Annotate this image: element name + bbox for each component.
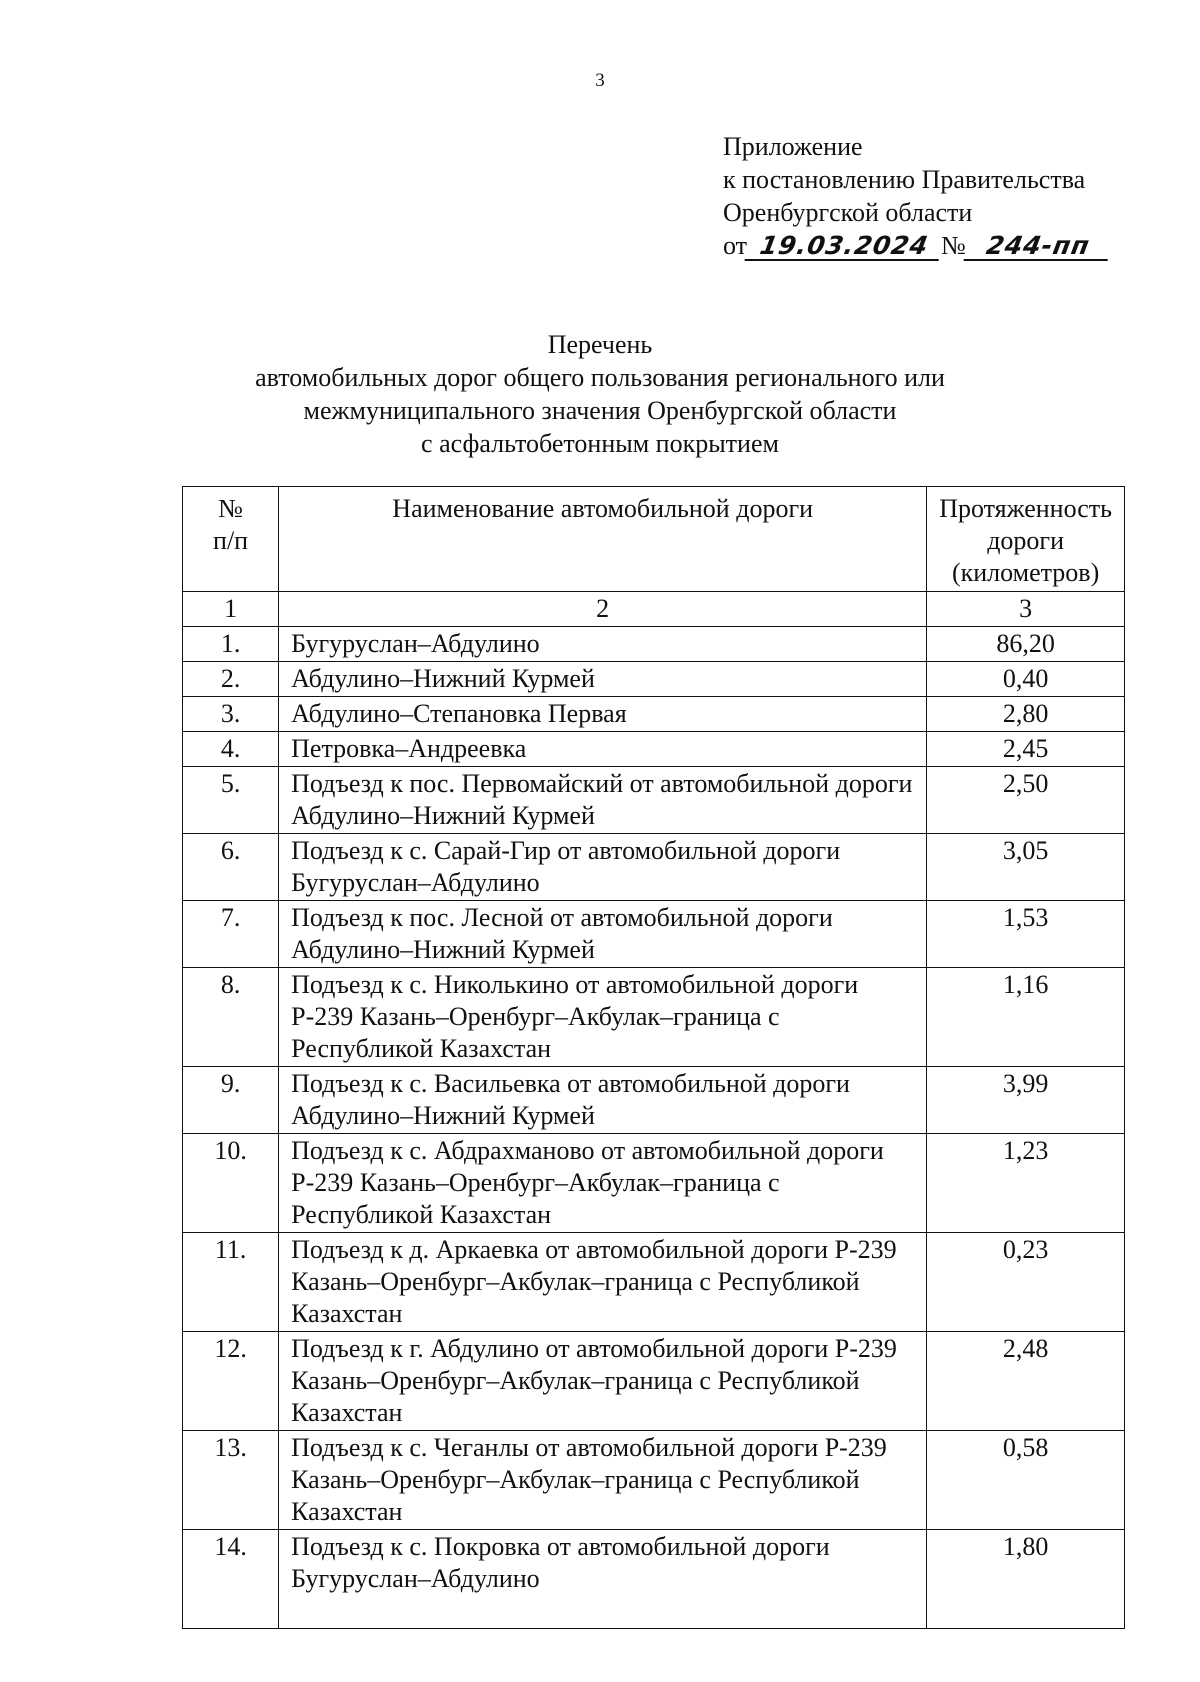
table-row — [183, 968, 1125, 1067]
table-row — [183, 1431, 1125, 1530]
road-name: Абдулино–Нижний Курмей — [279, 662, 927, 697]
row-number: 14. — [183, 1530, 279, 1629]
handwritten-number: 244-пп — [963, 233, 1112, 261]
column-number-row — [183, 592, 1125, 627]
appendix-line-3: Оренбургской области — [723, 198, 973, 227]
table-row — [183, 1233, 1125, 1332]
road-name: Подъезд к д. Аркаевка от автомобильной дороги Р-239 Казань–Оренбург–Акбулак–граница с Республикой Казахстан — [279, 1233, 927, 1332]
table-row — [183, 767, 1125, 834]
road-length: 3,99 — [927, 1067, 1125, 1134]
road-length: 86,20 — [927, 627, 1125, 662]
title-line-4: с асфальтобетонным покрытием — [421, 429, 779, 458]
road-length: 0,58 — [927, 1431, 1125, 1530]
road-length: 1,16 — [927, 968, 1125, 1067]
road-length: 0,40 — [927, 662, 1125, 697]
row-number: 6. — [183, 834, 279, 901]
header-length: Протяженность дороги (километров) — [927, 487, 1125, 592]
row-number: 8. — [183, 968, 279, 1067]
date-prefix: от — [723, 231, 748, 260]
appendix-date-line — [723, 229, 1110, 262]
handwritten-date: 19.03.2024 — [745, 233, 944, 261]
header-number: № п/п — [183, 487, 279, 592]
road-name: Подъезд к с. Васильевка от автомобильной дороги Абдулино–Нижний Курмей — [279, 1067, 927, 1134]
roads-table — [182, 486, 1125, 1629]
road-name: Подъезд к с. Сарай-Гир от автомобильной дороги Бугуруслан–Абдулино — [279, 834, 927, 901]
title-line-1: Перечень — [547, 330, 653, 359]
road-name: Абдулино–Степановка Первая — [279, 697, 927, 732]
table-row — [183, 732, 1125, 767]
road-name: Подъезд к с. Покровка от автомобильной дороги Бугуруслан–Абдулино — [279, 1530, 927, 1629]
row-number: 2. — [183, 662, 279, 697]
table-body — [183, 627, 1125, 1629]
table-row — [183, 901, 1125, 968]
appendix-line-2: к постановлению Правительства — [723, 165, 1086, 194]
title-line-3: межмуниципального значения Оренбургской области — [303, 396, 897, 425]
road-length: 1,23 — [927, 1134, 1125, 1233]
road-name: Подъезд к с. Абдрахманово от автомобильной дороги Р-239 Казань–Оренбург–Акбулак–граница с Республикой Казахстан — [279, 1134, 927, 1233]
road-name: Подъезд к с. Чеганлы от автомобильной дороги Р-239 Казань–Оренбург–Акбулак–граница с Республикой Казахстан — [279, 1431, 927, 1530]
road-length: 0,23 — [927, 1233, 1125, 1332]
column-number: 2 — [279, 592, 927, 627]
row-number: 10. — [183, 1134, 279, 1233]
row-number: 5. — [183, 767, 279, 834]
column-number: 3 — [927, 592, 1125, 627]
table-row — [183, 1332, 1125, 1431]
road-length: 2,48 — [927, 1332, 1125, 1431]
road-length: 2,80 — [927, 697, 1125, 732]
table-header-row — [183, 487, 1125, 592]
road-name: Бугуруслан–Абдулино — [279, 627, 927, 662]
row-number: 7. — [183, 901, 279, 968]
table-row — [183, 834, 1125, 901]
road-name: Подъезд к пос. Лесной от автомобильной дороги Абдулино–Нижний Курмей — [279, 901, 927, 968]
road-length: 1,80 — [927, 1530, 1125, 1629]
road-name: Петровка–Андреевка — [279, 732, 927, 767]
row-number: 3. — [183, 697, 279, 732]
document-title — [0, 328, 1200, 460]
title-line-2: автомобильных дорог общего пользования регионального или — [255, 363, 945, 392]
row-number: 11. — [183, 1233, 279, 1332]
road-name: Подъезд к с. Николькино от автомобильной дороги Р-239 Казань–Оренбург–Акбулак–граница с Республикой Казахстан — [279, 968, 927, 1067]
road-length: 2,50 — [927, 767, 1125, 834]
table-row — [183, 1530, 1125, 1629]
row-number: 12. — [183, 1332, 279, 1431]
road-name: Подъезд к пос. Первомайский от автомобильной дороги Абдулино–Нижний Курмей — [279, 767, 927, 834]
page-number: 3 — [595, 70, 605, 91]
road-length: 2,45 — [927, 732, 1125, 767]
table-row — [183, 662, 1125, 697]
table-row — [183, 627, 1125, 662]
road-name: Подъезд к г. Абдулино от автомобильной дороги Р-239 Казань–Оренбург–Акбулак–граница с Республикой Казахстан — [279, 1332, 927, 1431]
appendix-block — [723, 130, 1110, 262]
appendix-line-1: Приложение — [723, 132, 863, 161]
row-number: 13. — [183, 1431, 279, 1530]
header-road-name: Наименование автомобильной дороги — [279, 487, 927, 592]
row-number: 9. — [183, 1067, 279, 1134]
table-row — [183, 1134, 1125, 1233]
column-number: 1 — [183, 592, 279, 627]
road-length: 3,05 — [927, 834, 1125, 901]
table-row — [183, 1067, 1125, 1134]
number-sign: № — [941, 231, 966, 260]
row-number: 1. — [183, 627, 279, 662]
row-number: 4. — [183, 732, 279, 767]
table-row — [183, 697, 1125, 732]
road-length: 1,53 — [927, 901, 1125, 968]
